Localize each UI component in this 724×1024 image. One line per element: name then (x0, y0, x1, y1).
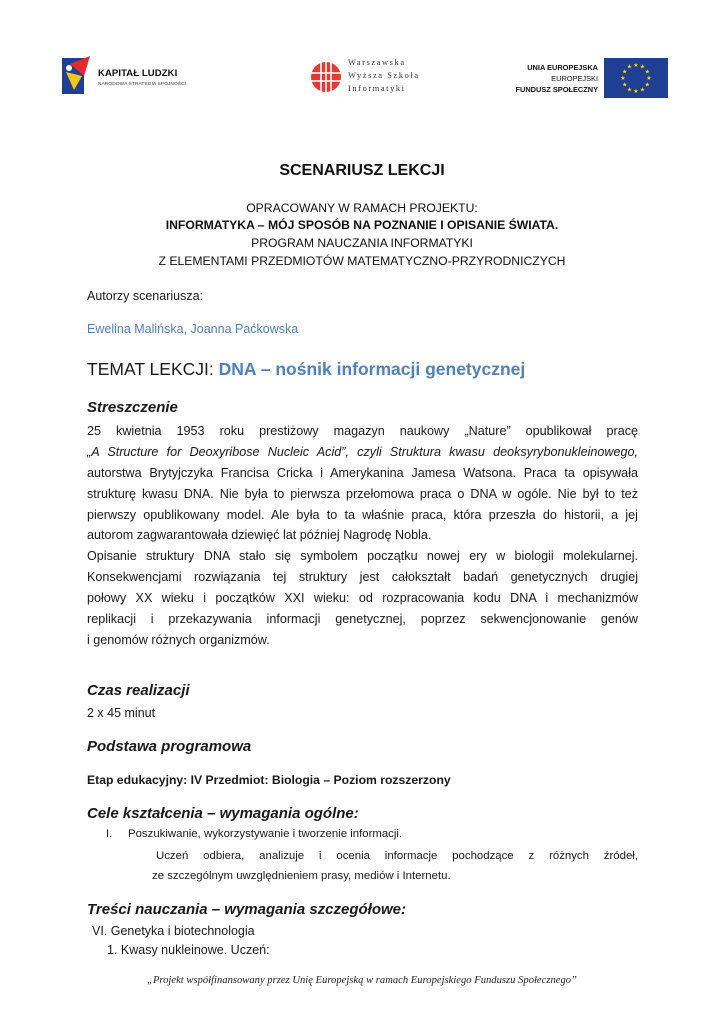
eu-star-icon: ★ (644, 69, 650, 76)
time-heading: Czas realizacji (87, 682, 190, 699)
eu-star-icon: ★ (622, 82, 628, 89)
summary-line: Konsekwencjami rozwiązania tej struktury jest całokształt badań genetycznych drugiej (87, 570, 638, 585)
page-title: SCENARIUSZ LEKCJI (279, 162, 445, 179)
summary-line: połowy XX wieku i początków XXI wieku: od rozpracowania kodu DNA i mechanizmów (87, 591, 638, 606)
content-item: 1. Kwasy nukleinowe. Uczeń: (107, 943, 270, 957)
eu-star-icon: ★ (622, 69, 628, 76)
goals-item-number: I. (106, 828, 113, 840)
wwsi-logo (310, 56, 450, 100)
lesson-topic (87, 359, 525, 380)
summary-line: „A Structure for Deoxyribose Nucleic Acid”, czyli Struktura kwasu deoksyrybonukleinowego, (87, 444, 638, 459)
ue-line-3: FUNDUSZ SPOŁECZNY (515, 85, 598, 94)
kapital-ludzki-title: KAPITAŁ LUDZKI (98, 68, 178, 79)
eu-flag-icon (604, 58, 668, 98)
summary-paragraph (87, 421, 638, 651)
topic-value: DNA – nośnik informacji genetycznej (218, 359, 526, 379)
wwsi-line-1: Warszawska (348, 58, 406, 67)
project-line-3: PROGRAM NAUCZANIA INFORMATYKI (251, 236, 473, 250)
program-heading: Podstawa programowa (87, 738, 252, 755)
goals-item-text: Poszukiwanie, wykorzystywanie i tworzenie informacji. (128, 828, 403, 840)
goals-detail (152, 846, 638, 886)
kapital-ludzki-subtitle: NARODOWA STRATEGIA SPÓJNOŚCI (98, 82, 187, 87)
eu-star-icon: ★ (633, 89, 639, 95)
summary-line: pierwszy opublikowany model. Ale była to ta właśnie praca, która przeszła do historii, a jej (87, 507, 638, 522)
goals-detail-line: ze szczególnym uwzględnieniem prasy, mediów i Internetu. (152, 870, 451, 882)
eu-star-icon: ★ (646, 76, 652, 82)
wwsi-emblem-icon (310, 61, 342, 93)
content-section: VI. Genetyka i biotechnologia (92, 924, 255, 938)
topic-label: TEMAT LEKCJI: (87, 359, 219, 379)
eu-star-icon: ★ (639, 87, 646, 94)
goals-heading: Cele kształcenia – wymagania ogólne: (87, 805, 359, 822)
summary-line: Opisanie struktury DNA stało się symbolem początku nowej ery w biologii molekularnej. (87, 549, 638, 564)
time-value: 2 x 45 minut (87, 706, 156, 720)
eu-star-icon: ★ (620, 76, 626, 82)
summary-line: autorstwa Brytyjczyka Francisa Cricka i Amerykanina Jamesa Watsona. Praca ta opisywała (87, 465, 638, 480)
program-stage: Etap edukacyjny: IV Przedmiot: Biologia – Poziom rozszerzony (87, 773, 451, 787)
ue-line-2: EUROPEJSKI (551, 74, 598, 83)
project-line-1: OPRACOWANY W RAMACH PROJEKTU: (246, 201, 478, 215)
eu-star-icon: ★ (633, 63, 639, 69)
project-line-2: INFORMATYKA – MÓJ SPOSÓB NA POZNANIE I OPISANIE ŚWIATA. (165, 218, 559, 232)
eu-star-icon: ★ (626, 87, 633, 94)
wwsi-line-2: Wyższa Szkoła (348, 71, 420, 80)
summary-line: 25 kwietnia 1953 roku prestiżowy magazyn naukowy „Nature” opublikował pracę (87, 424, 638, 438)
kapital-ludzki-logo (60, 54, 210, 100)
wwsi-line-3: Informatyki (348, 84, 406, 93)
eu-star-icon: ★ (626, 64, 633, 71)
header-logos (56, 52, 676, 102)
summary-line: strukturę kwasu DNA. Nie była to pierwsza przełomowa praca o DNA w ogóle. Nie był to też (87, 486, 638, 501)
authors-names: Ewelina Malińska, Joanna Paćkowska (87, 322, 299, 336)
summary-line: replikacji i przekazywania informacji genetycznej, poprzez sekwencjonowanie genów (87, 612, 638, 627)
summary-line: autorom zagwarantowała dziewięć lat później Nagrodę Nobla. (87, 528, 432, 543)
eu-star-icon: ★ (644, 82, 650, 89)
goals-list-item (106, 828, 402, 840)
kapital-ludzki-emblem-icon (60, 54, 94, 98)
summary-heading: Streszczenie (87, 399, 178, 416)
footer-note: „Projekt współfinansowany przez Unię Europejską w ramach Europejskiego Funduszu Społecznego” (147, 975, 577, 986)
content-heading: Treści nauczania – wymagania szczegółowe: (87, 901, 407, 918)
eu-star-icon: ★ (639, 64, 646, 71)
project-line-4: Z ELEMENTAMI PRZEDMIOTÓW MATEMATYCZNO-PRZYRODNICZYCH (158, 254, 566, 268)
ue-line-1: UNIA EUROPEJSKA (527, 63, 598, 72)
ue-logo (514, 56, 674, 100)
summary-line: i genomów różnych organizmów. (87, 632, 270, 647)
goals-detail-line: Uczeń odbiera, analizuje i ocenia informacje pochodzące z różnych źródeł, (156, 850, 638, 862)
authors-label: Autorzy scenariusza: (87, 289, 204, 303)
